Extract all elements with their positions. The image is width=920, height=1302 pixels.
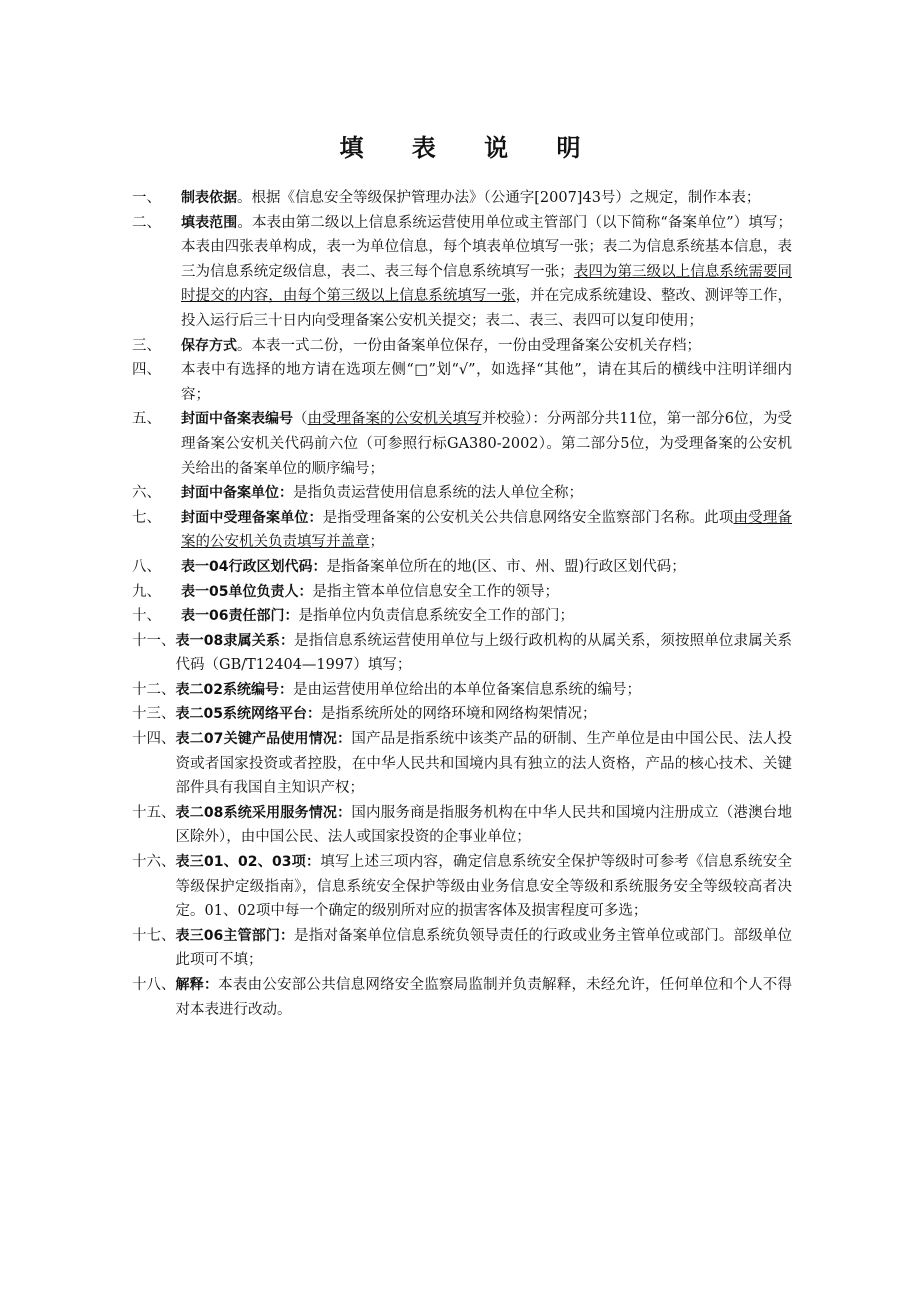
item-text: 是指系统所处的网络环境和网络构架情况； — [320, 706, 597, 723]
item-number: 十六、 — [132, 854, 176, 871]
instruction-item — [132, 702, 792, 727]
item-heading: 封面中受理备案单位： — [181, 509, 323, 526]
instruction-item — [132, 924, 792, 973]
item-text: 是指信息系统运营使用单位与上级行政机构的从属关系，须按照单位隶属关系代码（GB/T12404—1997）填写； — [175, 632, 792, 674]
item-number: 十四、 — [132, 731, 176, 748]
item-heading: 表二07关键产品使用情况： — [175, 731, 352, 748]
item-text: 是指受理备案的公安机关公共信息网络安全监察部门名称。此项 — [322, 509, 734, 526]
instruction-item — [132, 801, 792, 850]
item-text: 填写上述三项内容，确定信息系统安全保护等级时可参考《信息系统安全等级保护定级指南》，信息系统安全保护等级由业务信息安全等级和系统服务安全等级较高者决定。01、02项中每一个确定的级别所对应的损害客体及损害程度可多选； — [175, 854, 793, 920]
item-text-continued: 并校验）：分两部分共11位，第一部分6位，为受理备案公安机关代码前六位（可参照行标GA380-2002）。第二部分5位，为受理备案的公安机关给出的备案单位的顺序编号； — [181, 411, 793, 477]
item-number: 十五、 — [132, 804, 176, 821]
item-text: 是指主管本单位信息安全工作的领导； — [312, 583, 559, 600]
item-text: 本表中有选择的地方请在选项左侧“□”划“√”，如选择“其他”，请在其后的横线中注明详细内容； — [181, 362, 792, 403]
item-body — [181, 211, 792, 334]
item-body — [176, 702, 793, 727]
instruction-item — [132, 850, 792, 924]
item-body — [176, 629, 793, 678]
item-heading: 封面中备案单位： — [181, 485, 293, 502]
instruction-item — [132, 727, 792, 801]
item-number: 十、 — [132, 608, 161, 625]
item-number: 七、 — [132, 509, 161, 526]
item-heading: 表三06主管部门： — [175, 927, 295, 944]
item-heading: 表三01、02、03项： — [175, 854, 321, 871]
item-heading: 表二02系统编号： — [175, 681, 293, 698]
item-heading: 表一04行政区划代码： — [181, 558, 327, 575]
instructions-list — [132, 186, 792, 1022]
item-body — [181, 334, 792, 359]
item-heading: 填表范围 — [181, 214, 238, 231]
instruction-item — [132, 407, 792, 481]
item-number: 五、 — [132, 411, 161, 428]
instruction-item — [132, 555, 792, 580]
item-heading: 封面中备案表编号 — [181, 411, 294, 428]
item-heading: 保存方式 — [181, 337, 237, 354]
item-body — [176, 801, 793, 850]
item-underlined-text: 由受理备案的公安机关负责填写并盖章 — [181, 509, 793, 551]
item-heading: 表一08隶属关系： — [175, 632, 295, 649]
item-number: 十三、 — [132, 706, 176, 723]
item-text: 。本表由第二级以上信息系统运营使用单位或主管部门（以下简称“备案单位”）填写；本表由四张表单构成，表一为单位信息，每个填表单位填写一张；表二为信息系统基本信息，表三为信息系统定级信息，表二、表三每个信息系统填写一张； — [181, 214, 793, 280]
item-heading: 表一06责任部门： — [181, 608, 299, 625]
instruction-item — [132, 678, 792, 703]
item-heading: 表二08系统采用服务情况： — [175, 804, 352, 821]
item-number: 八、 — [132, 558, 161, 575]
item-body — [176, 850, 793, 924]
item-number: 十一、 — [132, 632, 176, 649]
item-number: 三、 — [132, 337, 161, 354]
item-number: 一、 — [132, 190, 161, 206]
page-title: 填 表 说 明 — [339, 133, 601, 162]
instruction-item — [132, 506, 792, 555]
item-number: 十八、 — [132, 977, 176, 993]
item-number: 四、 — [132, 362, 161, 379]
instruction-item — [132, 334, 792, 359]
item-body — [181, 580, 792, 605]
item-text-continued: ，并在完成系统建设、整改、测评等工作，投入运行后三十日内向受理备案公安机关提交；表二、表三、表四可以复印使用； — [181, 288, 793, 329]
item-underlined-text: 由受理备案的公安机关填写 — [307, 411, 482, 428]
item-body — [181, 358, 792, 407]
item-number: 九、 — [132, 583, 161, 600]
item-body — [181, 604, 792, 629]
item-text: 。根据《信息安全等级保护管理办法》（公通字[2007]43号）之规定，制作本表； — [237, 190, 761, 206]
instruction-item — [132, 481, 792, 506]
instruction-item — [132, 604, 792, 629]
item-body — [176, 924, 793, 973]
item-heading: 制表依据 — [181, 190, 237, 206]
instruction-item — [132, 580, 792, 605]
instruction-item — [132, 973, 792, 1022]
item-heading: 表一05单位负责人： — [181, 583, 313, 600]
item-number: 十七、 — [132, 927, 176, 944]
item-body — [176, 973, 793, 1022]
item-text: 是由运营使用单位给出的本单位备案信息系统的编号； — [292, 681, 641, 698]
item-text-continued: ； — [369, 534, 384, 551]
item-text: 是指单位内负责信息系统安全工作的部门； — [298, 608, 574, 625]
instruction-item — [132, 358, 792, 407]
item-text: 是指负责运营使用信息系统的法人单位全称； — [293, 485, 583, 502]
item-number: 十二、 — [132, 681, 176, 698]
item-text: 是指备案单位所在的地(区、市、州、盟)行政区划代码； — [326, 558, 686, 575]
instruction-item — [132, 629, 792, 678]
item-number: 六、 — [132, 485, 161, 502]
item-text: 本表由公安部公共信息网络安全监察局监制并负责解释，未经允许，任何单位和个人不得对本表进行改动。 — [175, 977, 793, 1018]
item-body — [176, 678, 793, 703]
item-text: （ — [293, 411, 308, 428]
item-body — [181, 481, 792, 506]
instruction-item — [132, 211, 792, 334]
item-body — [181, 506, 792, 555]
instruction-item — [132, 186, 792, 211]
item-body — [181, 407, 792, 481]
item-text: 是指对备案单位信息系统负领导责任的行政或业务主管单位或部门。部级单位此项可不填； — [175, 927, 792, 969]
item-body — [181, 555, 792, 580]
item-text: 国产品是指系统中该类产品的研制、生产单位是由中国公民、法人投资或者国家投资或者控股，在中华人民共和国境内具有独立的法人资格，产品的核心技术、关键部件具有我国自主知识产权； — [175, 731, 792, 797]
item-body — [176, 727, 793, 801]
item-body — [181, 186, 792, 211]
item-text: 。本表一式二份，一份由备案单位保存，一份由受理备案公安机关存档； — [237, 337, 701, 354]
item-underlined-text: 表四为第三级以上信息系统需要同时提交的内容，由每个第三级以上信息系统填写一张 — [181, 263, 792, 305]
item-heading: 表二05系统网络平台： — [175, 706, 321, 723]
item-heading: 解释： — [175, 977, 219, 993]
item-number: 二、 — [132, 214, 161, 231]
item-text: 国内服务商是指服务机构在中华人民共和国境内注册成立（港澳台地区除外），由中国公民、法人或国家投资的企事业单位； — [175, 804, 792, 846]
